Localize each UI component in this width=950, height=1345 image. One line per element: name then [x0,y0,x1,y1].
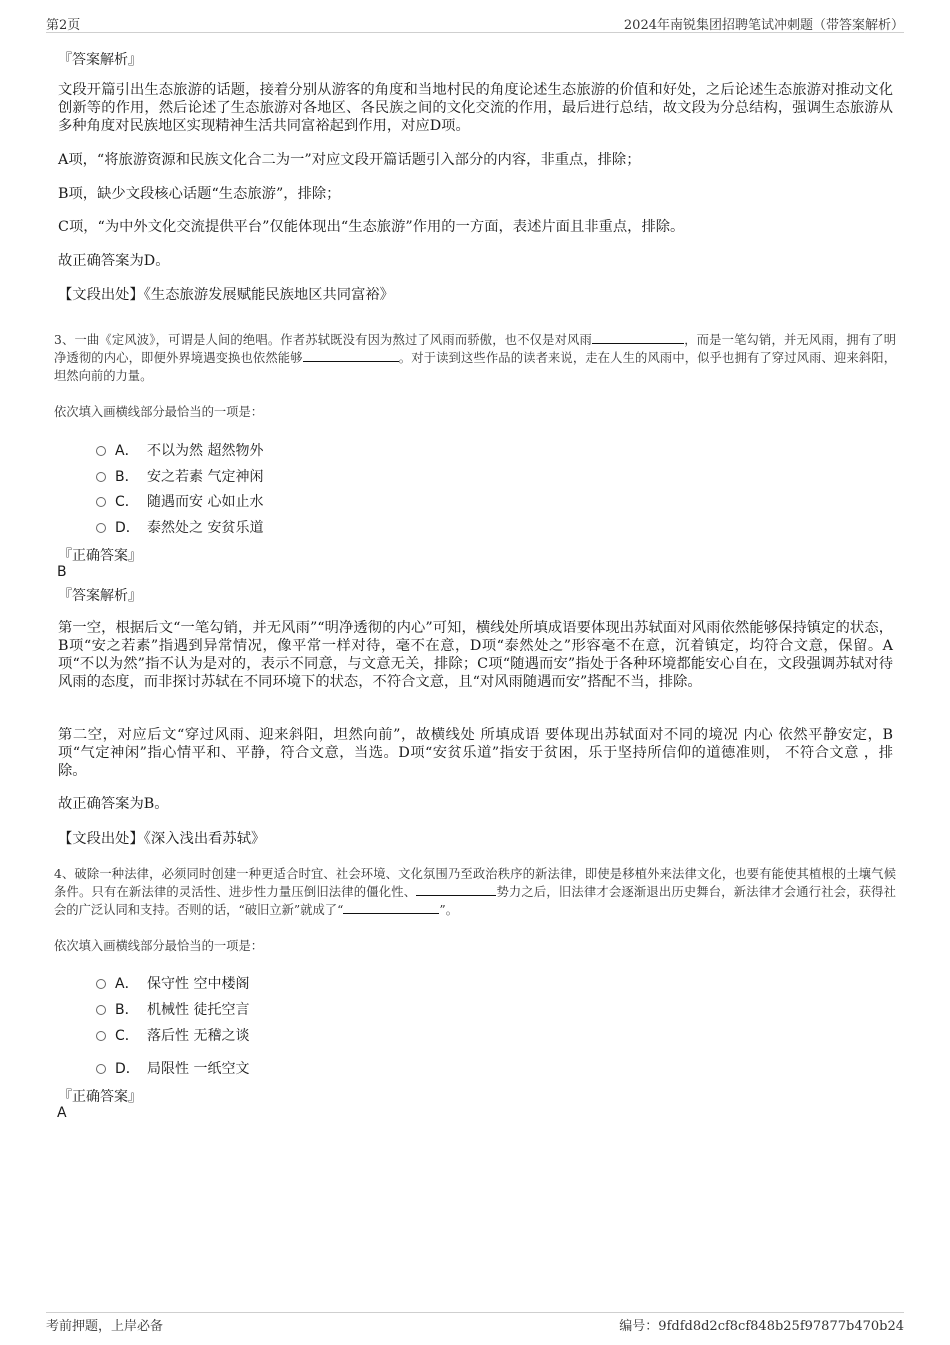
q4-option-c[interactable]: C． 落后性 无稽之谈 [96,1025,249,1045]
q2-option-a-analysis: A项，“将旅游资源和民族文化合二为一”对应文段开篇话题引入部分的内容，非重点，排除； [58,152,641,168]
q2-source: 【文段出处】《生态旅游发展赋能民族地区共同富裕》 [58,287,394,303]
q2-option-c-analysis: C项，“为中外文化交流提供平台”仅能体现出“生态旅游”作用的一方面，表述片面且非重点，排除。 [58,219,685,235]
q3-stem-part2: ，而是一笔勾销，并无风雨，拥有了明净透彻的内心，即便外界境遇变换也依然能够 [54,333,896,365]
q3-blank-1 [592,331,684,344]
document-id: 编号：9fdfd8d2cf8cf848b25f97877b470b24 [619,1319,904,1334]
document-title: 2024年南锐集团招聘笔试冲刺题（带答案解析） [623,18,904,33]
q4-blank-1 [416,883,496,896]
q3-stem-part3: 。对于读到这些作品的读者来说，走在人生的风雨中，似乎也拥有了穿过风雨、迎来斜阳，坦然向前的力量。 [54,351,896,383]
q3-stem [54,331,896,385]
q2-analysis-label: 『答案解析』 [58,52,142,68]
q3-source: 【文段出处】《深入浅出看苏轼》 [58,831,266,847]
page-header [46,14,904,33]
radio-icon[interactable] [96,446,106,456]
q3-answer-label: 『正确答案』 [58,548,142,564]
q3-analysis-2: 第二空，对应后文“穿过风雨、迎来斜阳，坦然向前”，故横线处 所填成语 要体现出苏轼面对不同的境况 内心 依然平静安定，B项“气定神闲”指心情平和、平静，符合文意，当选。D项“安贫乐道”指安于贫困，乐于坚持所信仰的道德准则， 不符合文意 ，排除。 [58,727,893,779]
q3-answer: B [57,564,67,580]
q2-option-b-analysis: B项，缺少文段核心话题“生态旅游”，排除； [58,186,341,202]
q4-option-a[interactable]: A． 保守性 空中楼阁 [96,973,249,993]
q3-conclusion: 故正确答案为B。 [58,796,169,812]
q4-stem [54,865,896,919]
q4-blank-2 [343,901,439,914]
q4-answer-label: 『正确答案』 [58,1089,142,1105]
radio-icon[interactable] [96,1031,106,1041]
q3-option-d[interactable]: D． 泰然处之 安贫乐道 [96,517,263,537]
q2-conclusion: 故正确答案为D。 [58,253,170,269]
q3-analysis-label: 『答案解析』 [58,588,142,604]
q4-answer: A [57,1105,67,1121]
q4-stem-part2: 势力之后，旧法律才会逐渐退出历史舞台，新法律才会通行社会，获得社会的广泛认同和支持。否则的话，“破旧立新”就成了“ [54,885,896,917]
radio-icon[interactable] [96,497,106,507]
q3-blank-2 [303,349,399,362]
radio-icon[interactable] [96,1064,106,1074]
radio-icon[interactable] [96,472,106,482]
radio-icon[interactable] [96,1005,106,1015]
q3-analysis-1: 第一空，根据后文“一笔勾销，并无风雨”“明净透彻的内心”可知，横线处所填成语要体现出苏轼面对风雨依然能够保持镇定的状态，B项“安之若素”指遇到异常情况，像平常一样对待，毫不在意，D项“泰然处之”形容毫不在意，沉着镇定，均符合文意，保留。A项“不以为然”指不认为是对的，表示不同意，与文意无关，排除；C项“随遇而安”指处于各种环境都能安心自在，文段强调苏轼对待风雨的态度，而非探讨苏轼在不同环境下的状态，不符合文意，且“对风雨随遇而安”搭配不当，排除。 [58,620,893,690]
q4-stem-part1: 4、破除一种法律，必须同时创建一种更适合时宜、社会环境、文化氛围乃至政治秩序的新法律，即使是移植外来法律文化，也要有能使其植根的土壤气候条件。只有在新法律的灵活性、进步性力量压倒旧法律的僵化性、 [54,867,896,899]
q4-option-d[interactable]: D． 局限性 一纸空文 [96,1058,249,1078]
q3-option-b[interactable]: B． 安之若素 气定神闲 [96,466,263,486]
q4-option-b[interactable]: B． 机械性 徒托空言 [96,999,249,1019]
q4-stem-part3: ”。 [439,903,458,917]
q2-analysis: 文段开篇引出生态旅游的话题，接着分别从游客的角度和当地村民的角度论述生态旅游的价值和好处，之后论述生态旅游对推动文化创新等的作用，然后论述了生态旅游对各地区、各民族之间的文化交流的作用，最后进行总结，故文段为分总结构，强调生态旅游从多种角度对民族地区实现精神生活共同富裕起到作用，对应D项。 [58,82,893,134]
radio-icon[interactable] [96,523,106,533]
footer-slogan: 考前押题，上岸必备 [46,1319,164,1334]
q3-stem-part1: 3、一曲《定风波》，可谓是人间的绝唱。作者苏轼既没有因为熬过了风雨而骄傲，也不仅是对风雨 [54,333,593,347]
radio-icon[interactable] [96,979,106,989]
q4-instruction: 依次填入画横线部分最恰当的一项是： [54,939,264,953]
page-footer [46,1312,904,1335]
page-number: 第2页 [46,18,81,33]
q3-instruction: 依次填入画横线部分最恰当的一项是： [54,405,264,419]
q3-option-a[interactable]: A． 不以为然 超然物外 [96,440,263,460]
q3-option-c[interactable]: C． 随遇而安 心如止水 [96,491,263,511]
